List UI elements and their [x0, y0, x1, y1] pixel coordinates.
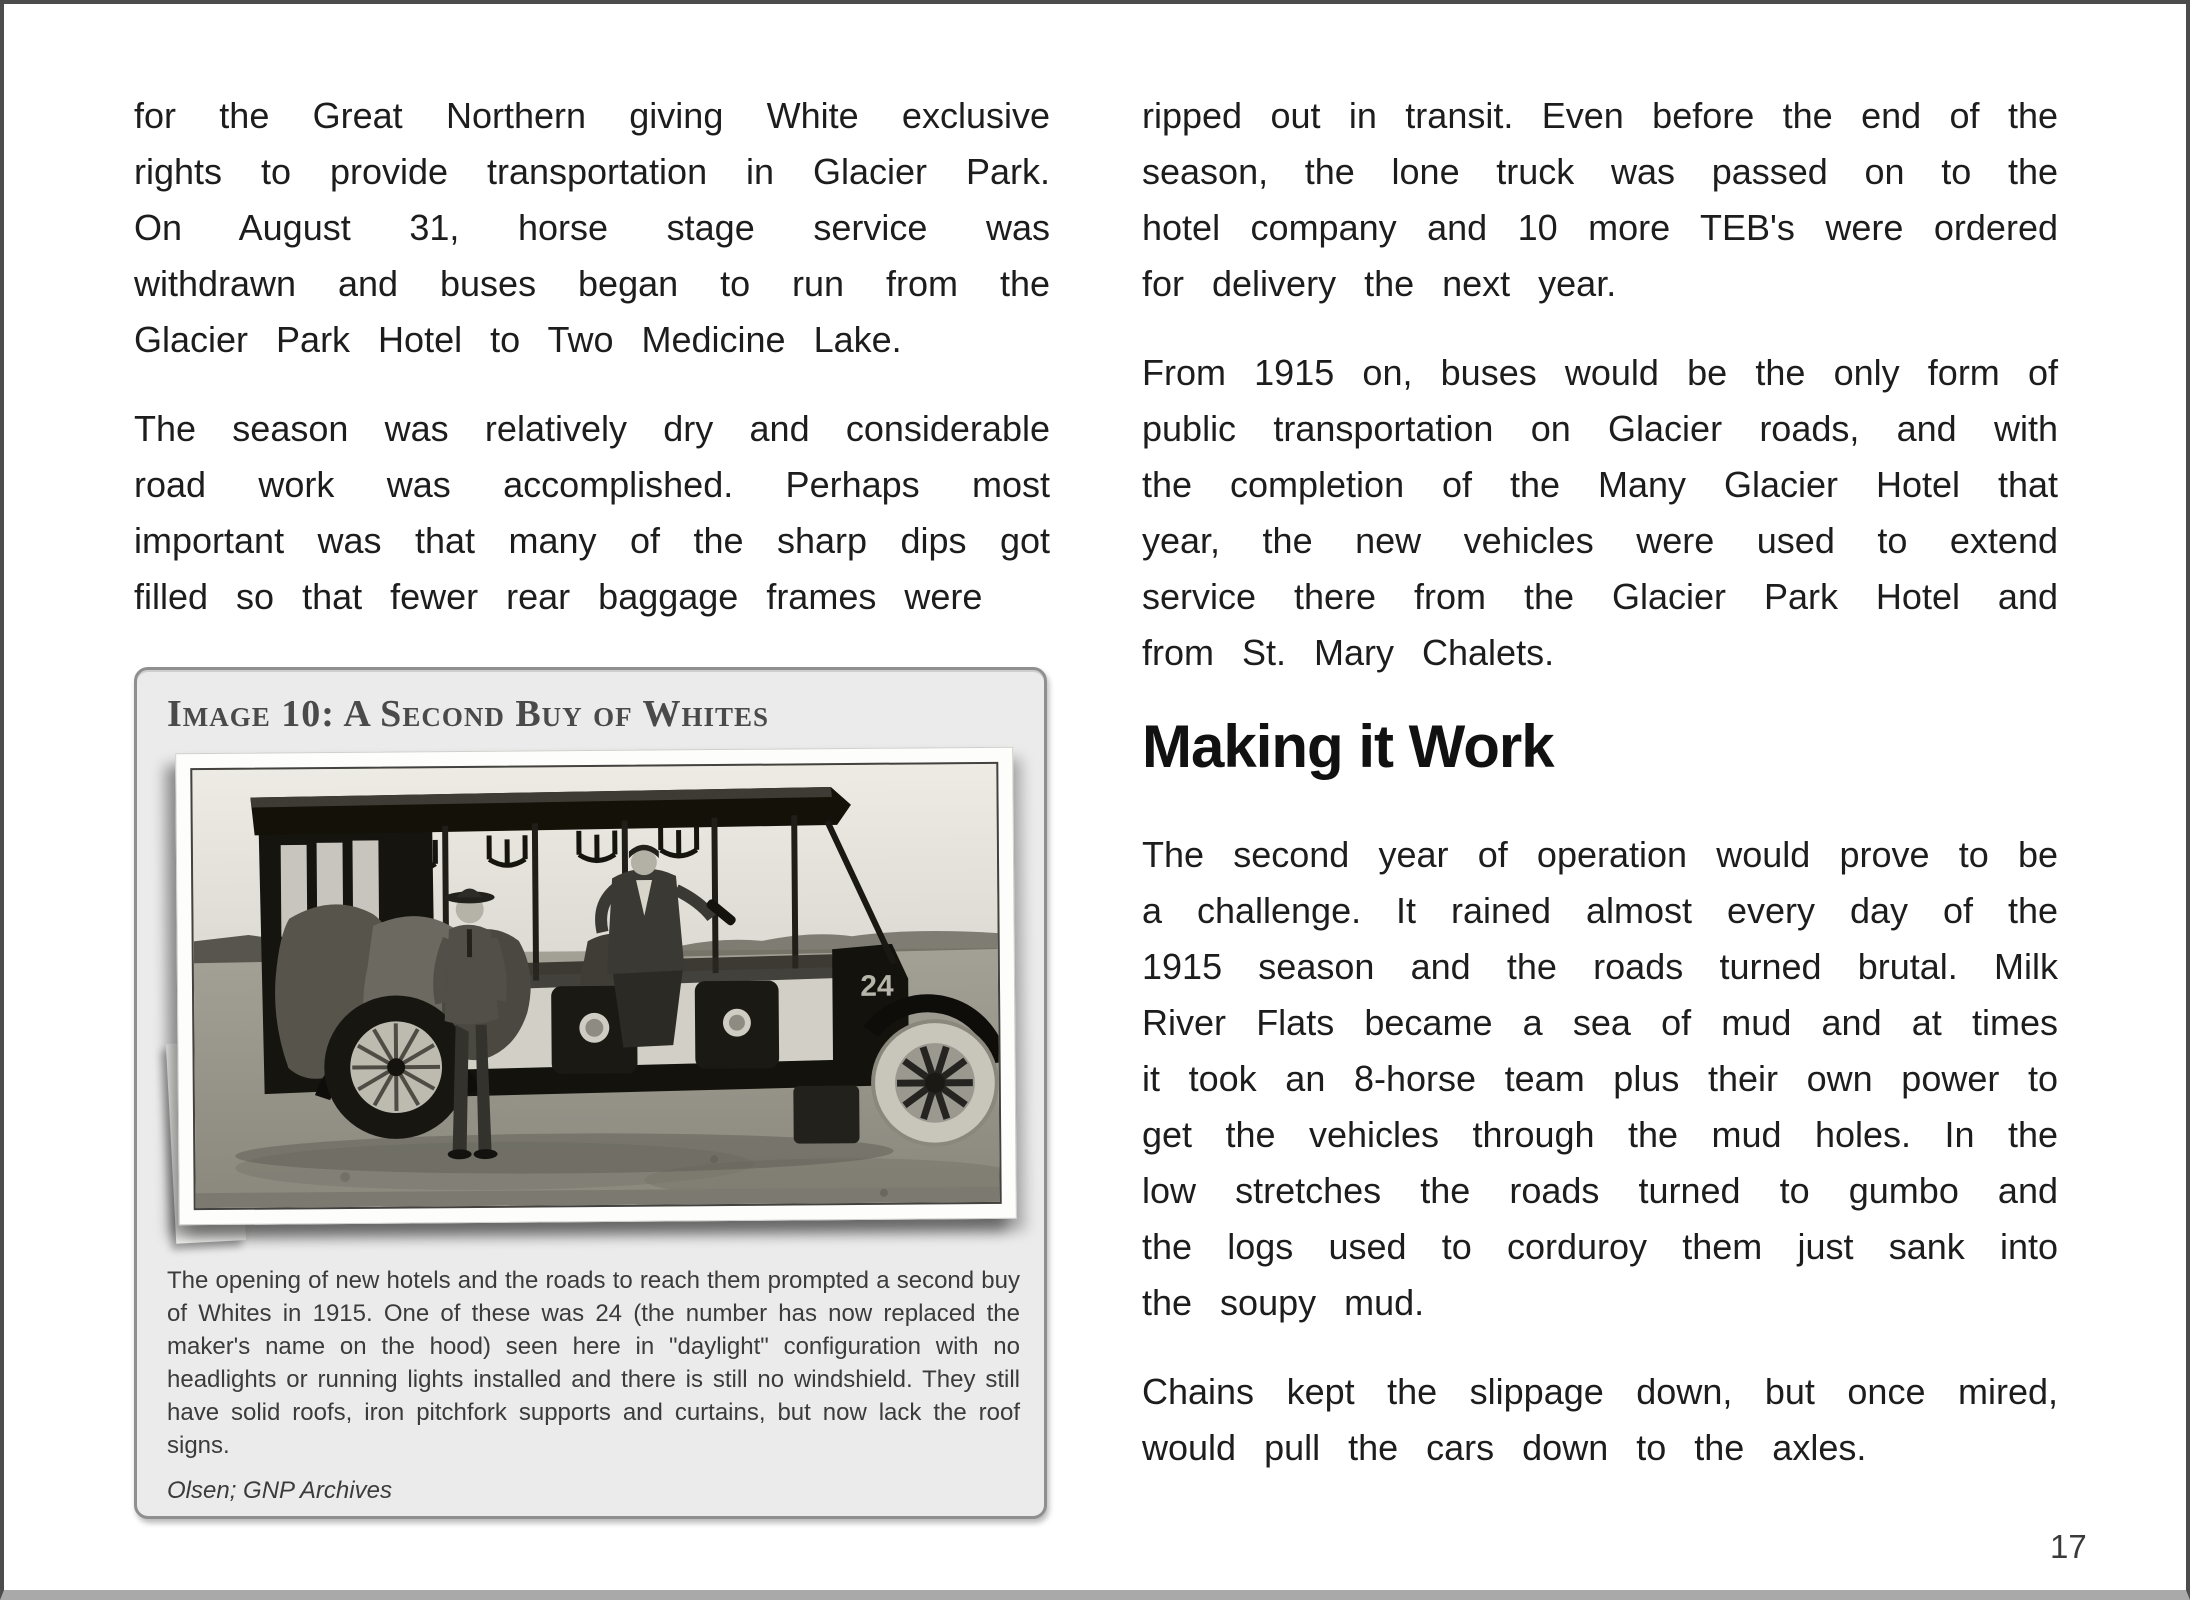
paragraph: The season was relatively dry and considerable road work was accomplished. Perhaps most important was that many of the sharp dips got filled so that fewer rear baggage frames were	[134, 408, 1050, 617]
paragraph: From 1915 on, buses would be the only form of public transportation on Glacier roads, and with the completion of the Many Glacier Hotel that year, the new vehicles were used to extend service there from the Glacier Park Hotel and from St. Mary Chalets.	[1142, 352, 2058, 673]
figure-photo	[190, 762, 1001, 1210]
page-number: 17	[2050, 1528, 2087, 1565]
figure-caption: The opening of new hotels and the roads to reach them prompted a second buy of Whites in 1915. One of these was 24 (the number has now replaced the maker's name on the hood) seen here in "daylight" configuration with no headlights or running lights installed and there is still no windshield. They still have solid roofs, iron pitchfork supports and curtains, but now lack the roof signs.	[167, 1267, 1020, 1459]
section-heading: Making it Work	[1142, 713, 1554, 780]
photo-frame	[175, 747, 1017, 1226]
front-wheel	[873, 1021, 998, 1145]
paragraph: Chains kept the slippage down, but once mired, would pull the cars down to the axles.	[1142, 1371, 2058, 1468]
figure-credit: Olsen; GNP Archives	[167, 1477, 392, 1504]
figure-box	[134, 667, 1047, 1519]
right-column	[1142, 88, 2058, 1509]
paragraph: The second year of operation would prove to be a challenge. It rained almost every day of the 1915 season and the roads turned brutal. Milk River Flats became a sea of mud and at times it took an 8-horse team plus their own power to get the vehicles through the mud holes. In the low stretches the roads turned to gumbo and the logs used to corduroy them just sank into the soupy mud.	[1142, 834, 2058, 1323]
figure-title: Image 10: A Second Buy of Whites	[167, 693, 770, 735]
paragraph: for the Great Northern giving White exclusive rights to provide transportation in Glacier Park. On August 31, horse stage service was withdrawn and buses began to run from the Glacier Park Hotel to Two Medicine Lake.	[134, 95, 1050, 360]
historic-bus-photo	[192, 764, 999, 1208]
paragraph: ripped out in transit. Even before the end of the season, the lone truck was passed on to the hotel company and 10 more TEB's were ordered for delivery the next year.	[1142, 95, 2058, 304]
bus-number: 24	[860, 969, 894, 1003]
left-column	[134, 88, 1050, 658]
